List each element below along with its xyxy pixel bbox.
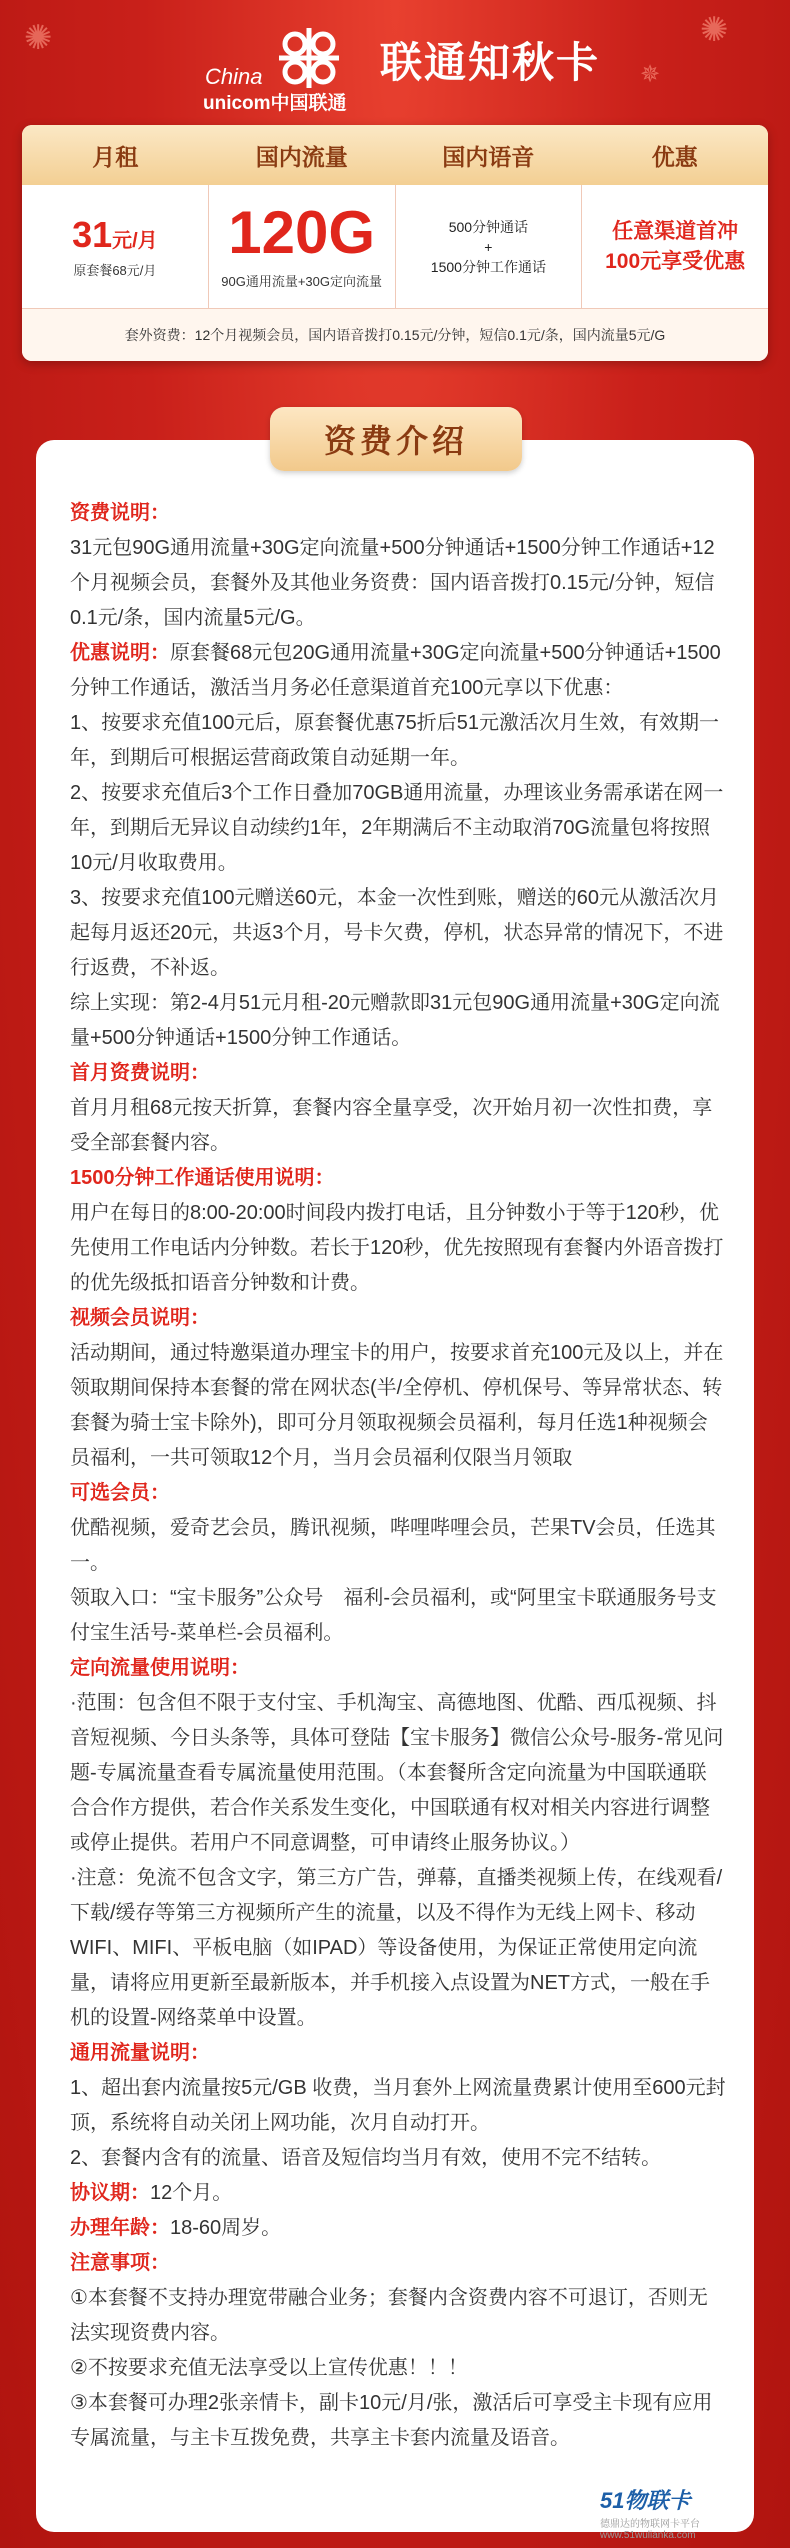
details-content bbox=[70, 496, 726, 2456]
rent-number: 31 bbox=[72, 214, 113, 255]
section-heading: 可选会员： bbox=[70, 1482, 170, 1504]
cell-rent bbox=[22, 185, 209, 308]
section-text: 优酷视频，爱奇艺会员，腾讯视频，哔哩哔哩会员，芒果TV会员，任选其一。 bbox=[70, 1517, 716, 1574]
section-heading: 优惠说明： bbox=[70, 642, 170, 664]
firework-decoration: ✺ bbox=[24, 19, 53, 57]
section-heading: 定向流量使用说明： bbox=[70, 1657, 250, 1679]
section-text: ②不按要求充值无法享受以上宣传优惠！！！ bbox=[70, 2357, 468, 2379]
section-heading: 协议期： bbox=[70, 2182, 150, 2204]
promo-line1: 任意渠道首冲 bbox=[612, 219, 739, 243]
section-text: ·范围：包含但不限于支付宝、手机淘宝、高德地图、优酷、西瓜视频、抖音短视频、今日头条等，具体可登陆【宝卡服务】微信公众号-服务-常见问题-专属流量查看专属流量使用范围。（本套餐所含定向流量为中国联通联合合作方提供，若合作关系发生变化，中国联通有权对相关内容进行调整或停止提供。若用户不同意调整，可申请终止服务协议。） bbox=[70, 1692, 724, 1854]
section-text: ①本套餐不支持办理宽带融合业务；套餐内含资费内容不可退订，否则无法实现资费内容。 bbox=[70, 2287, 708, 2344]
section-heading: 办理年龄： bbox=[70, 2217, 170, 2239]
section-text: 综上实现：第2-4月51元月租-20元赠款即31元包90G通用流量+30G定向流量+500分钟通话+1500分钟工作通话。 bbox=[70, 992, 720, 1049]
header-data: 国内流量 bbox=[255, 143, 348, 170]
voice-minutes: 500分钟通话 bbox=[448, 218, 529, 235]
data-total: 120G bbox=[228, 199, 376, 266]
header-rent: 月租 bbox=[92, 143, 139, 170]
section-text: 1、按要求充值100元后，原套餐优惠75折后51元激活次月生效，有效期一年，到期后可根据运营商政策自动延期一年。 bbox=[70, 712, 719, 769]
rent-original: 原套餐68元/月 bbox=[73, 263, 157, 278]
section-video-member bbox=[70, 1301, 726, 1476]
header-promo: 优惠 bbox=[651, 143, 698, 170]
section-notes bbox=[70, 2246, 726, 2456]
section-heading: 资费说明： bbox=[70, 502, 170, 524]
section-text: 1、超出套内流量按5元/GB 收费，当月套外上网流量费累计使用至600元封顶，系统将自动关闭上网功能，次月自动打开。 bbox=[70, 2077, 726, 2134]
section-text: 3、按要求充值100元赠送60元，本金一次性到账，赠送的60元从激活次月起每月返还20元，共返3个月，号卡欠费，停机，状态异常的情况下，不进行返费，不补返。 bbox=[70, 887, 724, 979]
logo-text-china: China bbox=[205, 64, 263, 89]
section-heading: 首月资费说明： bbox=[70, 1062, 210, 1084]
section-text: ③本套餐可办理2张亲情卡，副卡10元/月/张，激活后可享受主卡现有应用专属流量，与主卡互拨免费，共享主卡套内流量及语音。 bbox=[70, 2392, 713, 2449]
data-breakdown: 90G通用流量+30G定向流量 bbox=[221, 274, 382, 289]
section-text: 原套餐68元包20G通用流量+30G定向流量+500分钟通话+1500分钟工作通话，激活当月务必任意渠道首充100元享以下优惠： bbox=[70, 642, 721, 699]
section-fee bbox=[70, 496, 726, 636]
cell-data bbox=[209, 185, 396, 308]
cell-voice bbox=[396, 185, 583, 308]
logo-text-unicom: unicom中国联通 bbox=[203, 93, 347, 114]
section-text: 领取入口：“宝卡服务”公众号 福利-会员福利，或“阿里宝卡联通服务号支付宝生活号-菜单栏-会员福利。 bbox=[70, 1587, 717, 1644]
cell-promo bbox=[582, 185, 768, 308]
section-discount bbox=[70, 636, 726, 1056]
section-first-month bbox=[70, 1056, 726, 1161]
table-row bbox=[22, 185, 768, 309]
section-heading: 通用流量说明： bbox=[70, 2042, 210, 2064]
rent-unit: 元/月 bbox=[112, 230, 158, 252]
section-general-data bbox=[70, 2036, 726, 2176]
voice-plus: + bbox=[484, 238, 493, 255]
plan-summary-table bbox=[22, 125, 768, 361]
section-contract bbox=[70, 2176, 726, 2211]
watermark bbox=[600, 2484, 780, 2541]
table-header bbox=[22, 125, 768, 185]
section-text: 首月月租68元按天折算，套餐内容全量享受，次开始月初一次性扣费，享受全部套餐内容。 bbox=[70, 1097, 713, 1154]
section-text: 2、套餐内含有的流量、语音及短信均当月有效，使用不完不结转。 bbox=[70, 2147, 662, 2169]
section-text: 18-60周岁。 bbox=[170, 2217, 282, 2239]
section-text: 12个月。 bbox=[150, 2182, 233, 2204]
header bbox=[0, 0, 790, 130]
watermark-subtext: 德鼎达的物联网卡平台 www.51wulianka.com bbox=[600, 2519, 700, 2541]
page-title: 联通知秋卡 bbox=[380, 39, 601, 86]
section-optional-member bbox=[70, 1476, 726, 1651]
promo-line2: 100元享受优惠 bbox=[605, 249, 746, 273]
section-targeted-data bbox=[70, 1651, 726, 2036]
firework-decoration: ✵ bbox=[640, 61, 661, 88]
watermark-logo: 51物联卡 bbox=[600, 2488, 691, 2513]
section-heading: 注意事项： bbox=[70, 2252, 170, 2274]
section-text: ·注意：免流不包含文字，第三方广告，弹幕，直播类视频上传，在线观看/下载/缓存等第三方视频所产生的流量，以及不得作为无线上网卡、移动WIFI、MIFI、平板电脑（如IPAD）等设备使用，为保证正常使用定向流量，请将应用更新至最新版本，并手机接入点设置为NET方式，一般在手机的设置-网络菜单中设置。 bbox=[70, 1867, 723, 2029]
card-title: 资费介绍 bbox=[323, 423, 468, 459]
section-age bbox=[70, 2211, 726, 2246]
work-call-minutes: 1500分钟工作通话 bbox=[430, 258, 546, 275]
firework-decoration: ✺ bbox=[700, 11, 729, 49]
section-heading: 1500分钟工作通话使用说明： bbox=[70, 1167, 335, 1189]
rent-price bbox=[72, 214, 158, 256]
china-unicom-logo bbox=[203, 22, 347, 114]
card-title-banner bbox=[270, 407, 522, 471]
unicom-knot-icon bbox=[273, 22, 345, 94]
section-work-call bbox=[70, 1161, 726, 1301]
section-text: 31元包90G通用流量+30G定向流量+500分钟通话+1500分钟工作通话+12个月视频会员，套餐外及其他业务资费：国内语音拨打0.15元/分钟，短信0.1元/条，国内流量5元/G。 bbox=[70, 537, 715, 629]
section-text: 活动期间，通过特邀渠道办理宝卡的用户，按要求首充100元及以上，并在领取期间保持本套餐的常在网状态(半/全停机、停机保号、等异常状态、转套餐为骑士宝卡除外)，即可分月领取视频会员福利，每月任选1种视频会员福利，一共可领取12个月，当月会员福利仅限当月领取 bbox=[70, 1342, 724, 1469]
extra-fees: 套外资费：12个月视频会员，国内语音拨打0.15元/分钟，短信0.1元/条，国内流量5元/G bbox=[22, 309, 768, 361]
section-text: 用户在每日的8:00-20:00时间段内拨打电话，且分钟数小于等于120秒，优先使用工作电话内分钟数。若长于120秒，优先按照现有套餐内外语音拨打的优先级抵扣语音分钟数和计费。 bbox=[70, 1202, 724, 1294]
section-text: 2、按要求充值后3个工作日叠加70GB通用流量，办理该业务需承诺在网一年，到期后无异议自动续约1年，2年期满后不主动取消70G流量包将按照10元/月收取费用。 bbox=[70, 782, 724, 874]
section-heading: 视频会员说明： bbox=[70, 1307, 210, 1329]
header-voice: 国内语音 bbox=[442, 143, 535, 170]
